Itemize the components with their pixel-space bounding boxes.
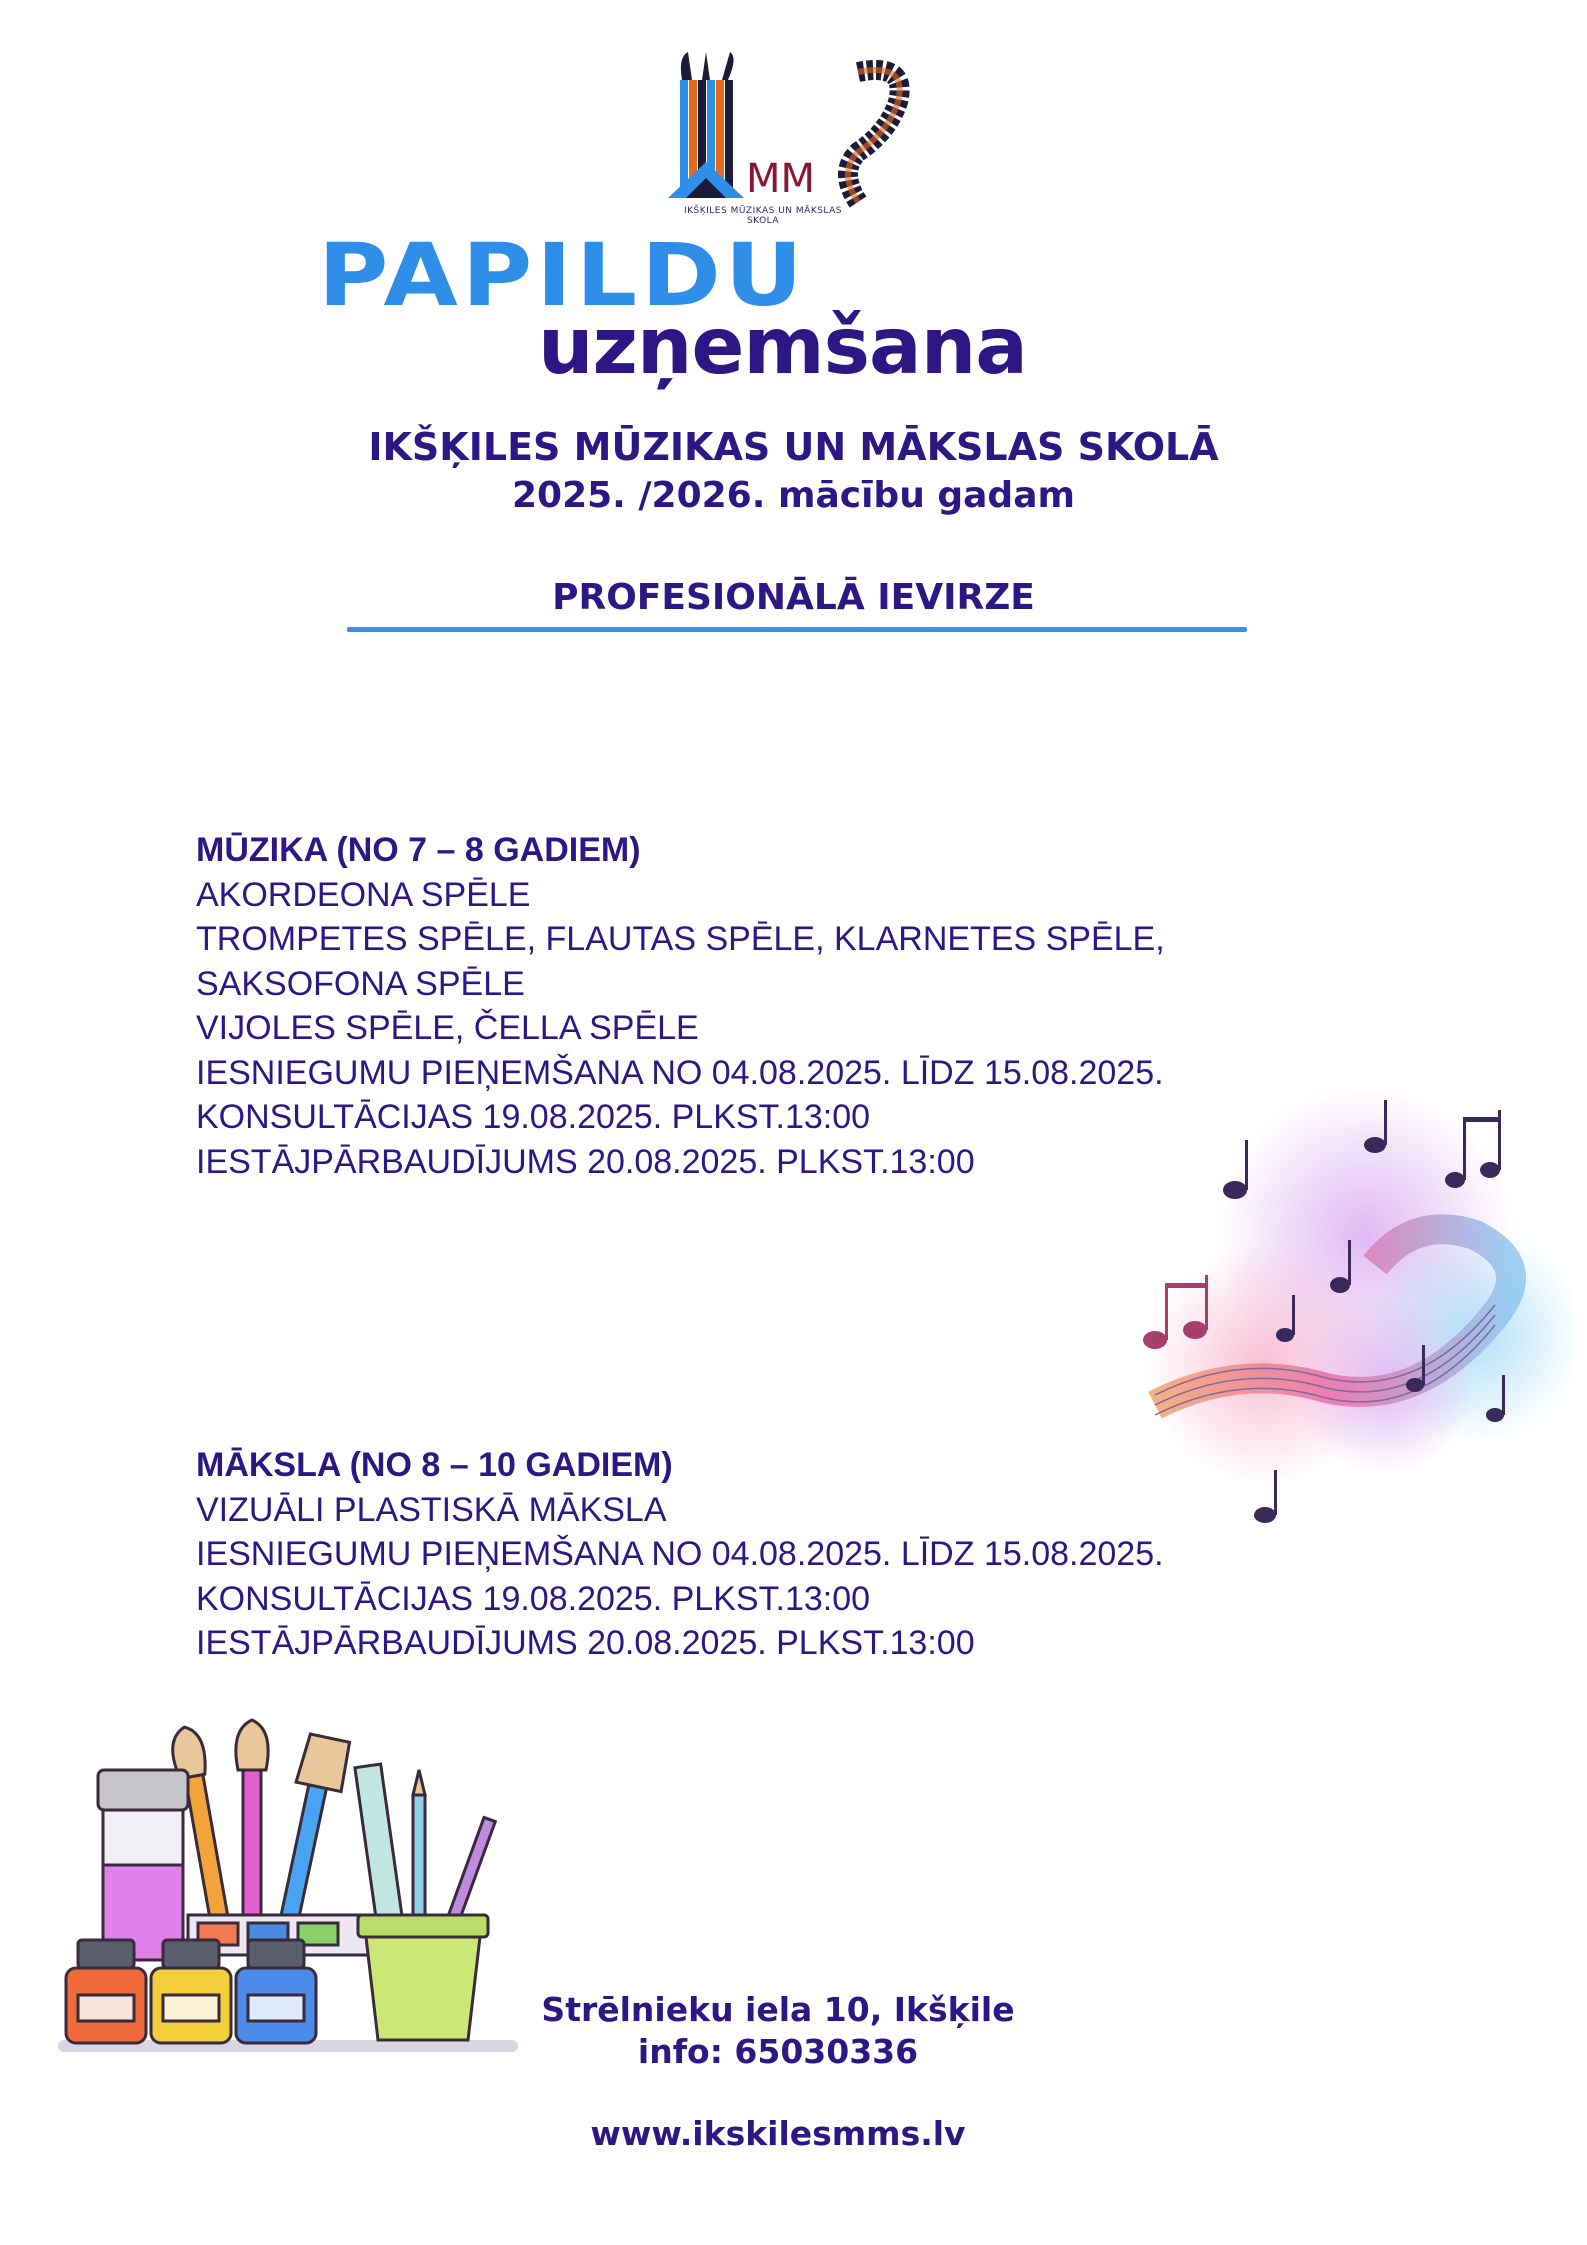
music-line: SAKSOFONA SPĒLE [196, 964, 525, 1003]
divider-line [347, 627, 1247, 632]
art-section [196, 1443, 1164, 1666]
art-line: IESNIEGUMU PIEŅEMŠANA NO 04.08.2025. LĪDZ 15.08.2025. [196, 1535, 1164, 1573]
music-notes-illustration [1115, 1085, 1575, 1535]
music-line: KONSULTĀCIJAS 19.08.2025. PLKST.13:00 [196, 1098, 871, 1136]
music-line: AKORDEONA SPĒLE [196, 875, 531, 914]
address: Strēlnieku iela 10, Ikšķile [541, 1990, 1015, 2029]
art-line: VIZUĀLI PLASTISKĀ MĀKSLA [196, 1490, 667, 1529]
music-title: MŪZIKA (NO 7 – 8 GADIEM) [196, 831, 641, 869]
art-line: KONSULTĀCIJAS 19.08.2025. PLKST.13:00 [196, 1579, 871, 1618]
headline-uznemsana: uzņemšana [538, 302, 1027, 392]
school-logo [668, 52, 928, 232]
phone: info: 65030336 [637, 2032, 919, 2071]
headline-papildu: PAPILDU [318, 224, 807, 326]
academic-year: 2025. /2026. mācību gadam [511, 475, 1075, 516]
art-title: MĀKSLA (NO 8 – 10 GADIEM) [196, 1446, 673, 1484]
music-line: TROMPETES SPĒLE, FLAUTAS SPĒLE, KLARNETES SPĒLE, [196, 920, 1165, 958]
school-name: IKŠĶILES MŪZIKAS UN MĀKSLAS SKOLĀ [368, 425, 1219, 469]
logo-monogram: MM [746, 156, 816, 202]
program-direction: PROFESIONĀLĀ IEVIRZE [552, 577, 1035, 618]
music-section [196, 828, 1165, 1184]
art-supplies-illustration [48, 1715, 528, 2065]
music-line: VIJOLES SPĒLE, ČELLA SPĒLE [196, 1009, 699, 1047]
music-line: IESNIEGUMU PIEŅEMŠANA NO 04.08.2025. LĪDZ 15.08.2025. [196, 1053, 1164, 1092]
art-line: IESTĀJPĀRBAUDĪJUMS 20.08.2025. PLKST.13:00 [196, 1624, 975, 1662]
logo-caption: IKŠĶILES MŪZIKAS UN MĀKSLAS SKOLA [683, 206, 843, 226]
music-line: IESTĀJPĀRBAUDĪJUMS 20.08.2025. PLKST.13:00 [196, 1142, 975, 1181]
website-link[interactable]: www.ikskilesmms.lv [590, 2114, 966, 2153]
